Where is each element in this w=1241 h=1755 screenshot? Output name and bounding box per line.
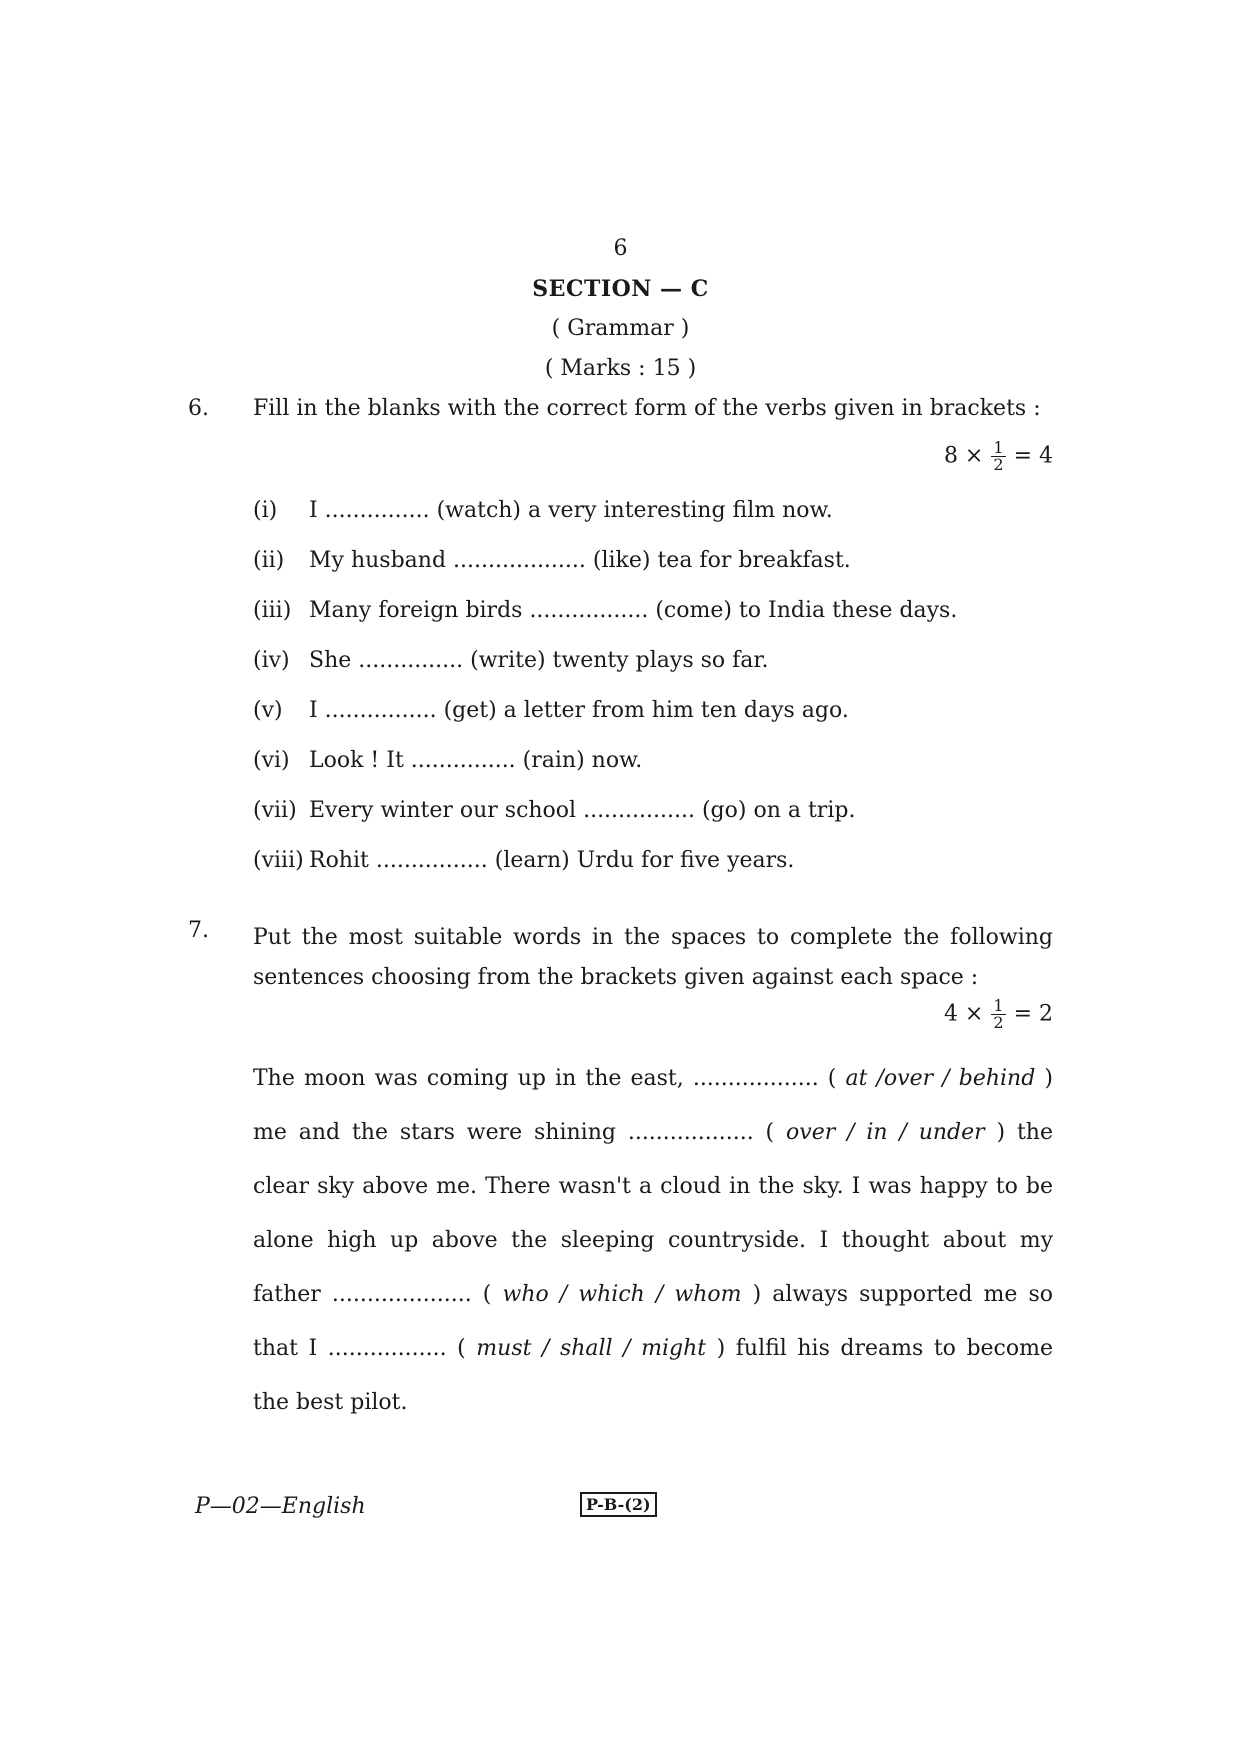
list-item bbox=[253, 548, 957, 598]
item-number: (iii) bbox=[253, 598, 292, 623]
question-7-instruction: Put the most suitable words in the spaces to complete the following sentences choosing from the brackets given against each space : bbox=[253, 925, 1053, 990]
list-item bbox=[253, 598, 957, 648]
marks-prefix: 4 × bbox=[943, 1001, 984, 1027]
passage-text: ) bbox=[1044, 1066, 1053, 1091]
options-text: at /over / behind bbox=[845, 1066, 1036, 1091]
passage-line bbox=[253, 1120, 1053, 1174]
options-text: who / which / whom bbox=[502, 1282, 742, 1307]
page-code-box: P-B-(2) bbox=[580, 1492, 657, 1517]
options-text: over / in / under bbox=[786, 1120, 985, 1145]
item-number: (i) bbox=[253, 498, 278, 523]
item-number: (v) bbox=[253, 698, 283, 723]
passage-text: me and the stars were shining .................. ( bbox=[253, 1120, 775, 1145]
marks-suffix: = 2 bbox=[1013, 1001, 1053, 1027]
list-item bbox=[253, 498, 957, 548]
passage-text: ) the bbox=[996, 1120, 1053, 1145]
passage-text: The moon was coming up in the east, .................. ( bbox=[253, 1066, 837, 1091]
item-number: (viii) bbox=[253, 848, 304, 873]
fraction-numerator: 1 bbox=[993, 996, 1004, 1015]
passage-text: that I ................. ( bbox=[253, 1336, 466, 1361]
question-7-marks bbox=[944, 998, 1053, 1031]
passage-line: clear sky above me. There wasn't a cloud in the sky. I was happy to be bbox=[253, 1174, 1053, 1199]
fraction-numerator: 1 bbox=[993, 438, 1004, 457]
item-text: Look ! It ............... (rain) now. bbox=[309, 748, 643, 773]
item-text: Many foreign birds ................. (come) to India these days. bbox=[309, 598, 958, 623]
half-fraction bbox=[991, 440, 1005, 473]
question-6-items bbox=[253, 498, 957, 898]
paper-code: P—02—English bbox=[195, 1494, 366, 1519]
half-fraction bbox=[991, 998, 1005, 1031]
question-7-passage bbox=[253, 1066, 1053, 1444]
item-text: I ................ (get) a letter from him ten days ago. bbox=[309, 698, 849, 723]
item-text: Every winter our school ................ (go) on a trip. bbox=[309, 798, 856, 823]
list-item bbox=[253, 848, 957, 898]
marks-prefix: 8 × bbox=[943, 443, 984, 469]
item-text: She ............... (write) twenty plays so far. bbox=[309, 648, 769, 673]
list-item bbox=[253, 748, 957, 798]
item-number: (vi) bbox=[253, 748, 290, 773]
question-6-number: 6. bbox=[188, 396, 209, 421]
options-text: must / shall / might bbox=[476, 1336, 707, 1361]
question-6-marks bbox=[944, 440, 1053, 473]
passage-line: the best pilot. bbox=[253, 1390, 408, 1415]
fraction-denominator: 2 bbox=[993, 455, 1004, 474]
passage-text: ) always supported me so bbox=[752, 1282, 1053, 1307]
fraction-denominator: 2 bbox=[993, 1013, 1004, 1032]
page-number: 6 bbox=[613, 236, 628, 261]
list-item bbox=[253, 698, 957, 748]
item-number: (iv) bbox=[253, 648, 290, 673]
item-number: (vii) bbox=[253, 798, 297, 823]
passage-line bbox=[253, 1066, 1053, 1120]
section-subtitle: ( Grammar ) bbox=[551, 316, 690, 341]
item-number: (ii) bbox=[253, 548, 285, 573]
item-text: I ............... (watch) a very interesting film now. bbox=[309, 498, 833, 523]
section-marks: ( Marks : 15 ) bbox=[544, 356, 697, 381]
passage-text: father .................... ( bbox=[253, 1282, 492, 1307]
passage-line bbox=[253, 1336, 1053, 1390]
item-text: My husband ................... (like) tea for breakfast. bbox=[309, 548, 851, 573]
passage-text: ) fulfil his dreams to become bbox=[716, 1336, 1053, 1361]
passage-line: alone high up above the sleeping countryside. I thought about my bbox=[253, 1228, 1053, 1253]
marks-suffix: = 4 bbox=[1013, 443, 1053, 469]
list-item bbox=[253, 648, 957, 698]
item-text: Rohit ................ (learn) Urdu for five years. bbox=[309, 848, 795, 873]
passage-line bbox=[253, 1282, 1053, 1336]
section-title: SECTION — C bbox=[532, 276, 709, 302]
question-6-instruction: Fill in the blanks with the correct form of the verbs given in brackets : bbox=[253, 396, 1041, 421]
question-7-number: 7. bbox=[188, 918, 209, 943]
list-item bbox=[253, 798, 957, 848]
